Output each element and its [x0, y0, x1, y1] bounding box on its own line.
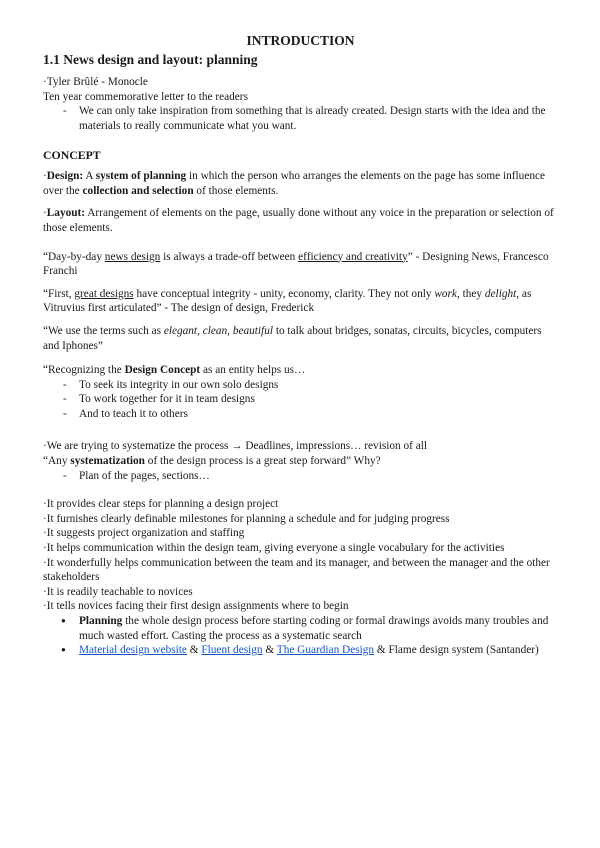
- fluent-design-link[interactable]: Fluent design: [201, 644, 263, 657]
- systematization-list: [43, 469, 558, 484]
- design-definition: ·Design: A system of planning in which the person who arranges the elements on the page has some influence over the collection and selection of those elements.: [43, 170, 546, 197]
- benefit-item: ·It is readily teachable to novices: [43, 585, 193, 598]
- document-title: INTRODUCTION: [246, 33, 355, 48]
- benefits-list: [43, 497, 558, 614]
- list-item: - Plan of the pages, sections…: [43, 469, 558, 484]
- list-item: - We can only take inspiration from something that is already created. Design starts with the idea and the materials to really communicate what you want.: [43, 104, 558, 133]
- guardian-design-link[interactable]: The Guardian Design: [276, 644, 375, 657]
- quote-franchi: “Day-by-day news design is always a trade-off between efficiency and creativity” - Designing News, Francesco Franchi: [43, 250, 549, 278]
- quote-design-concept: “Recognizing the Design Concept as an entity helps us…: [43, 364, 306, 377]
- planning-item: ● Planning the whole design process before starting coding or formal drawings avoids many troubles and much wasted effort. Casting the process as a systematic search: [43, 614, 558, 643]
- concept-list: [43, 378, 558, 422]
- benefit-item: ·It wonderfully helps communication between the team and its manager, and between the manager and the other stakeholders: [43, 556, 550, 584]
- benefit-item: ·It tells novices facing their first design assignments where to begin: [43, 600, 349, 613]
- list-item: - And to teach it to others: [43, 407, 558, 422]
- systematize-line: ·We are trying to systematize the process → Deadlines, impressions… revision of all: [43, 440, 428, 453]
- list-item: - To seek its integrity in our own solo designs: [43, 378, 558, 393]
- quote-frederick: “First, great designs have conceptual integrity - unity, economy, clarity. They not only work, they delight, as Vitruvius first articulated” - The design of design, Frederick: [43, 287, 532, 315]
- source-author: ·Tyler Brûlé - Monocle: [43, 76, 148, 89]
- benefit-item: ·It furnishes clearly definable milestones for planning a schedule and for judging progress: [43, 512, 450, 525]
- benefit-item: ·It helps communication within the design team, giving everyone a single vocabulary for the activities: [43, 542, 505, 555]
- systematization-quote: “Any systematization of the design process is a great step forward” Why?: [43, 455, 381, 468]
- concept-heading: CONCEPT: [43, 147, 101, 162]
- benefit-item: ·It provides clear steps for planning a design project: [43, 498, 279, 511]
- list-item: - To work together for it in team designs: [43, 392, 558, 407]
- section-heading: 1.1 News design and layout: planning: [43, 51, 258, 67]
- document-page: [43, 34, 558, 658]
- material-design-link[interactable]: Material design website: [79, 644, 187, 657]
- benefit-item: ·It suggests project organization and staffing: [43, 527, 245, 540]
- layout-definition: ·Layout: Arrangement of elements on the page, usually done without any voice in the preparation or selection of those elements.: [43, 207, 554, 234]
- planning-list: [43, 614, 558, 658]
- inspiration-list: [43, 104, 558, 133]
- design-systems-item: ● Material design website & Fluent design & The Guardian Design & Flame design system (Santander): [43, 643, 558, 658]
- quote-terms: “We use the terms such as elegant, clean, beautiful to talk about bridges, sonatas, circuits, bicycles, computers and Iphones”: [43, 324, 542, 352]
- source-description: Ten year commemorative letter to the readers: [43, 90, 248, 103]
